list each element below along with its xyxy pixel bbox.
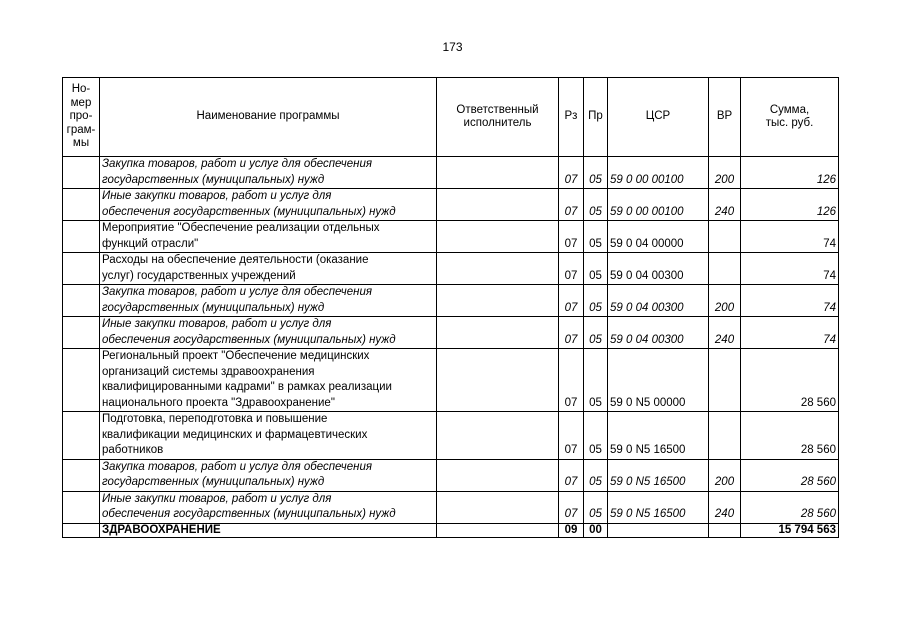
cell-name: Региональный проект "Обеспечение медицинских организаций системы здравоохранения квалифицированными кадрами" в рамках реализации национального проекта "Здравоохранение" [100,349,437,412]
cell-rz: 07 [559,349,584,412]
table-row [63,412,839,460]
cell-responsible [437,253,559,285]
cell-sum: 126 [741,189,839,221]
cell-rz: 07 [559,221,584,253]
cell-vr: 240 [709,491,741,523]
cell-csr: 59 0 04 00000 [608,221,709,253]
cell-rz: 07 [559,157,584,189]
table-row [63,253,839,285]
cell-responsible [437,285,559,317]
table-row [63,349,839,412]
header-program-name: Наименование программы [100,78,437,157]
cell-vr [709,412,741,460]
cell-csr: 59 0 04 00300 [608,317,709,349]
table-row [63,189,839,221]
cell-responsible [437,459,559,491]
cell-pr: 05 [584,491,608,523]
cell-rz: 07 [559,459,584,491]
cell-csr: 59 0 00 00100 [608,189,709,221]
cell-responsible [437,317,559,349]
cell-csr: 59 0 04 00300 [608,253,709,285]
cell-program-number [63,221,100,253]
cell-rz: 07 [559,189,584,221]
cell-sum: 15 794 563 [741,523,839,537]
cell-pr: 05 [584,285,608,317]
table-row [63,459,839,491]
cell-csr: 59 0 N5 16500 [608,491,709,523]
cell-responsible [437,491,559,523]
total-row [63,523,839,537]
cell-sum: 126 [741,157,839,189]
cell-pr: 05 [584,221,608,253]
cell-pr: 05 [584,412,608,460]
cell-name: ЗДРАВООХРАНЕНИЕ [100,523,437,537]
cell-name: Закупка товаров, работ и услуг для обеспечения государственных (муниципальных) нужд [100,459,437,491]
table-row [63,221,839,253]
header-sum: Сумма, тыс. руб. [741,78,839,157]
cell-vr: 200 [709,459,741,491]
cell-sum: 74 [741,253,839,285]
cell-rz: 07 [559,285,584,317]
cell-vr [709,523,741,537]
cell-sum: 74 [741,285,839,317]
cell-program-number [63,157,100,189]
cell-sum: 74 [741,221,839,253]
cell-name: Подготовка, переподготовка и повышение квалификации медицинских и фармацевтических работников [100,412,437,460]
header-csr: ЦСР [608,78,709,157]
cell-name: Закупка товаров, работ и услуг для обеспечения государственных (муниципальных) нужд [100,285,437,317]
cell-program-number [63,412,100,460]
cell-vr [709,253,741,285]
cell-pr: 05 [584,317,608,349]
cell-vr: 240 [709,189,741,221]
cell-program-number [63,491,100,523]
cell-program-number [63,523,100,537]
header-pr: Пр [584,78,608,157]
cell-rz: 09 [559,523,584,537]
cell-rz: 07 [559,253,584,285]
cell-vr: 200 [709,157,741,189]
cell-name: Иные закупки товаров, работ и услуг для обеспечения государственных (муниципальных) нужд [100,189,437,221]
page-number: 173 [442,40,463,54]
table-row [63,157,839,189]
cell-name: Мероприятие "Обеспечение реализации отдельных функций отрасли" [100,221,437,253]
header-rz: Рз [559,78,584,157]
cell-vr: 200 [709,285,741,317]
header-responsible: Ответственный исполнитель [437,78,559,157]
cell-sum: 28 560 [741,491,839,523]
cell-rz: 07 [559,491,584,523]
cell-program-number [63,459,100,491]
header-program-number: Но- мер про- грам- мы [63,78,100,157]
cell-vr [709,221,741,253]
cell-responsible [437,523,559,537]
cell-program-number [63,189,100,221]
header-vr: ВР [709,78,741,157]
table-row [63,285,839,317]
cell-rz: 07 [559,412,584,460]
cell-name: Закупка товаров, работ и услуг для обеспечения государственных (муниципальных) нужд [100,157,437,189]
cell-csr: 59 0 N5 00000 [608,349,709,412]
cell-sum: 28 560 [741,459,839,491]
cell-program-number [63,253,100,285]
table-row [63,317,839,349]
cell-pr: 05 [584,189,608,221]
cell-sum: 74 [741,317,839,349]
cell-csr: 59 0 00 00100 [608,157,709,189]
cell-vr [709,349,741,412]
budget-table [62,77,839,538]
cell-name: Расходы на обеспечение деятельности (оказание услуг) государственных учреждений [100,253,437,285]
cell-pr: 05 [584,349,608,412]
cell-responsible [437,221,559,253]
cell-csr: 59 0 04 00300 [608,285,709,317]
cell-program-number [63,349,100,412]
cell-sum: 28 560 [741,349,839,412]
cell-sum: 28 560 [741,412,839,460]
cell-program-number [63,285,100,317]
cell-name: Иные закупки товаров, работ и услуг для обеспечения государственных (муниципальных) нужд [100,491,437,523]
cell-name: Иные закупки товаров, работ и услуг для обеспечения государственных (муниципальных) нужд [100,317,437,349]
cell-responsible [437,189,559,221]
header-row [63,78,839,157]
cell-pr: 00 [584,523,608,537]
cell-responsible [437,412,559,460]
cell-pr: 05 [584,157,608,189]
cell-csr: 59 0 N5 16500 [608,412,709,460]
cell-pr: 05 [584,459,608,491]
cell-responsible [437,157,559,189]
cell-responsible [437,349,559,412]
cell-rz: 07 [559,317,584,349]
cell-csr: 59 0 N5 16500 [608,459,709,491]
table-row [63,491,839,523]
cell-pr: 05 [584,253,608,285]
cell-program-number [63,317,100,349]
cell-csr [608,523,709,537]
cell-vr: 240 [709,317,741,349]
